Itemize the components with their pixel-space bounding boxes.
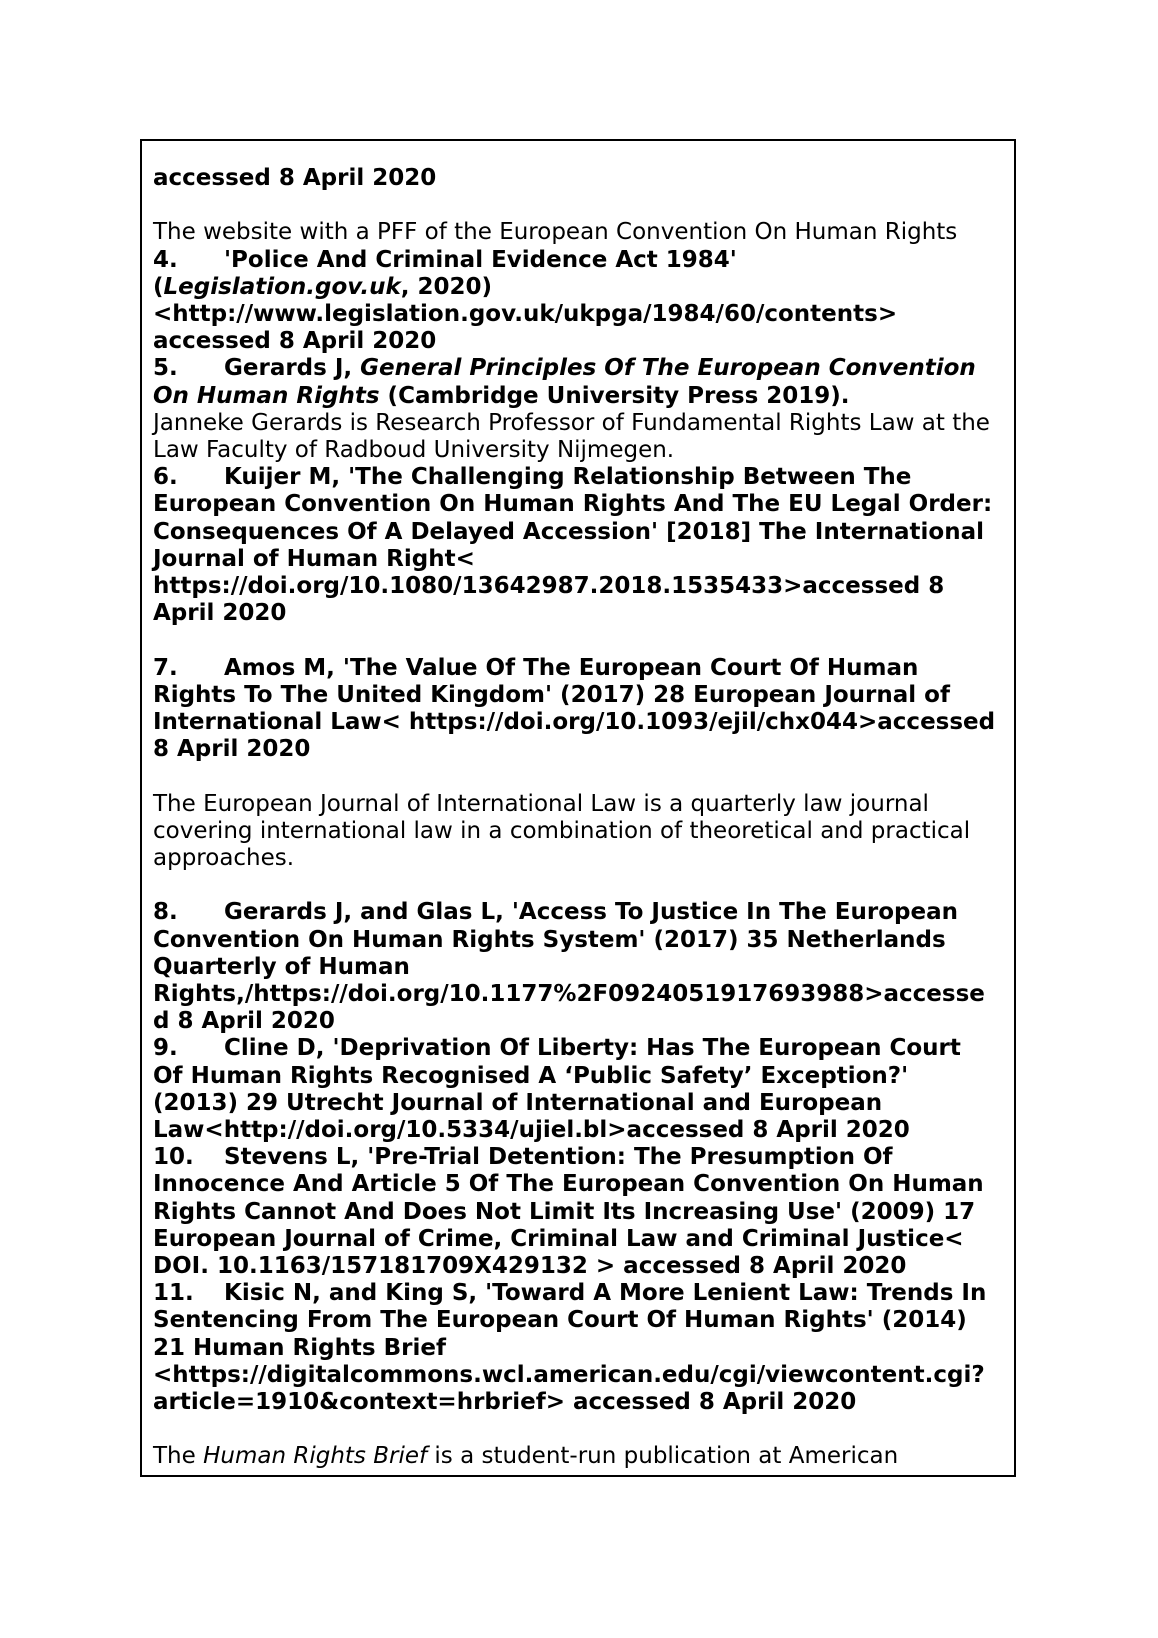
document-line [153, 1307, 1008, 1334]
text-run: Rights Cannot And Does Not Limit Its Increasing Use' (2009) 17 [153, 1198, 976, 1225]
list-number: 10. [153, 1144, 194, 1171]
text-run: Cline D, 'Deprivation Of Liberty: Has The European Court [224, 1035, 961, 1062]
text-run: Kisic N, and King S, 'Toward A More Lenient Law: Trends In [224, 1280, 987, 1307]
text-run: General Principles Of The European Convention [360, 355, 976, 382]
document-line [153, 1171, 1008, 1198]
text-run: article=1910&context=hrbrief> accessed 8 April 2020 [153, 1389, 857, 1416]
text-run: Sentencing From The European Court Of Human Rights' (2014) [153, 1307, 967, 1334]
text-run: Legislation.gov.uk [163, 273, 401, 300]
document-line [153, 1226, 1008, 1253]
document-line [153, 1090, 1008, 1117]
text-run: 8 April 2020 [153, 736, 311, 763]
document-page [140, 139, 1016, 1477]
reference-line [153, 247, 1008, 274]
document-line [153, 192, 1008, 219]
text-run: <http://www.legislation.gov.uk/ukpga/1984/60/contents> [153, 301, 898, 327]
text-run: Journal of Human Right< [153, 545, 475, 572]
text-run: Law Faculty of Radboud University Nijmegen. [153, 437, 675, 464]
document-line [153, 1416, 1008, 1443]
reference-line [153, 355, 1008, 382]
document-line [153, 981, 1008, 1008]
text-run: Gerards J, and Glas L, 'Access To Justice In The European [224, 899, 958, 926]
text-run: is a student-run publication at American [427, 1443, 899, 1470]
list-number: 11. [153, 1280, 194, 1307]
text-run: Human Rights Brief [203, 1443, 428, 1470]
document-line [153, 818, 1008, 845]
text-run: accessed 8 April 2020 [153, 165, 437, 191]
text-run: accessed 8 April 2020 [153, 328, 437, 355]
document-line [153, 383, 1008, 410]
text-run: approaches. [153, 845, 295, 872]
text-run: Janneke Gerards is Research Professor of Fundamental Rights Law at the [153, 409, 990, 436]
document-line [153, 328, 1008, 355]
text-run: https://doi.org/10.1080/13642987.2018.1535433>accessed 8 [153, 573, 945, 600]
document-line [153, 437, 1008, 464]
text-run: d 8 April 2020 [153, 1008, 335, 1035]
text-run: (Cambridge University Press 2019). [379, 382, 850, 409]
document-line [153, 546, 1008, 573]
document-line [153, 491, 1008, 518]
reference-line [153, 1035, 1008, 1062]
text-run: On Human Rights [153, 382, 380, 409]
document-line [153, 1335, 1008, 1362]
document-line [153, 1253, 1008, 1280]
document-line [153, 1389, 1008, 1416]
text-run: Convention On Human Rights System' (2017) 35 Netherlands [153, 926, 946, 953]
text-run: Gerards J, [224, 355, 361, 382]
list-number: 9. [153, 1035, 178, 1062]
document-line [153, 519, 1008, 546]
text-run: The [153, 1443, 204, 1470]
document-line [153, 1008, 1008, 1035]
text-run: European Convention On Human Rights And The EU Legal Order: [153, 491, 993, 518]
text-run: Rights To The United Kingdom' (2017) 28 European Journal of [153, 681, 950, 708]
document-line [153, 1443, 1008, 1470]
document-line [153, 274, 1008, 301]
text-run: <https://digitalcommons.wcl.american.edu/cgi/viewcontent.cgi? [153, 1361, 985, 1388]
document-line [153, 410, 1008, 437]
document-line [153, 165, 1008, 192]
text-run: ( [153, 273, 164, 300]
text-run: Rights,/https://doi.org/10.1177%2F0924051917693988>accesse [153, 981, 985, 1008]
text-run: International Law< https://doi.org/10.1093/ejil/chx044>accessed [153, 709, 996, 736]
text-run: , 2020) [400, 273, 493, 300]
text-run: April 2020 [153, 600, 287, 627]
reference-line [153, 655, 1008, 682]
document-line [153, 872, 1008, 899]
text-run: Of Human Rights Recognised A ‘Public Safety’ Exception?' [153, 1062, 909, 1089]
text-run: 'Police And Criminal Evidence Act 1984' [224, 246, 737, 273]
document-line [153, 1362, 1008, 1389]
text-run: The website with a PFF of the European Convention On Human Rights [153, 219, 958, 246]
reference-line [153, 1280, 1008, 1307]
document-line [153, 709, 1008, 736]
document-line [153, 1199, 1008, 1226]
list-number: 4. [153, 246, 178, 273]
text-run: The European Journal of International Law is a quarterly law journal [153, 790, 929, 817]
text-run: covering international law in a combination of theoretical and practical [153, 817, 971, 844]
list-number: 5. [153, 355, 178, 382]
text-run: Consequences Of A Delayed Accession' [2018] The International [153, 518, 984, 545]
text-run: 21 Human Rights Brief [153, 1334, 446, 1361]
document-line [153, 600, 1008, 627]
document-line [153, 219, 1008, 246]
document-line [153, 573, 1008, 600]
list-number: 8. [153, 899, 178, 926]
document-line [153, 845, 1008, 872]
document-line [153, 791, 1008, 818]
reference-line [153, 899, 1008, 926]
document-line [153, 627, 1008, 654]
text-run: Quarterly of Human [153, 953, 410, 980]
reference-line [153, 464, 1008, 491]
document-line [153, 927, 1008, 954]
document-line [153, 763, 1008, 790]
text-run: Law<http://doi.org/10.5334/ujiel.bl>accessed 8 April 2020 [153, 1117, 910, 1144]
text-run: Innocence And Article 5 Of The European Convention On Human [153, 1171, 984, 1198]
text-run: Amos M, 'The Value Of The European Court Of Human [224, 654, 919, 681]
document-line [153, 1063, 1008, 1090]
document-line [153, 301, 1008, 328]
reference-line [153, 1144, 1008, 1171]
list-number: 7. [153, 654, 178, 681]
text-run: European Journal of Crime, Criminal Law and Criminal Justice< [153, 1225, 964, 1252]
document-line [153, 736, 1008, 763]
text-run: Kuijer M, 'The Challenging Relationship Between The [224, 464, 912, 491]
document-line [153, 1117, 1008, 1144]
document-line [153, 954, 1008, 981]
list-number: 6. [153, 464, 178, 491]
text-run: DOI. 10.1163/157181709X429132 > accessed 8 April 2020 [153, 1253, 907, 1280]
document-line [153, 682, 1008, 709]
text-run: Stevens L, 'Pre-Trial Detention: The Presumption Of [224, 1144, 893, 1171]
text-run: (2013) 29 Utrecht Journal of International and European [153, 1089, 883, 1116]
